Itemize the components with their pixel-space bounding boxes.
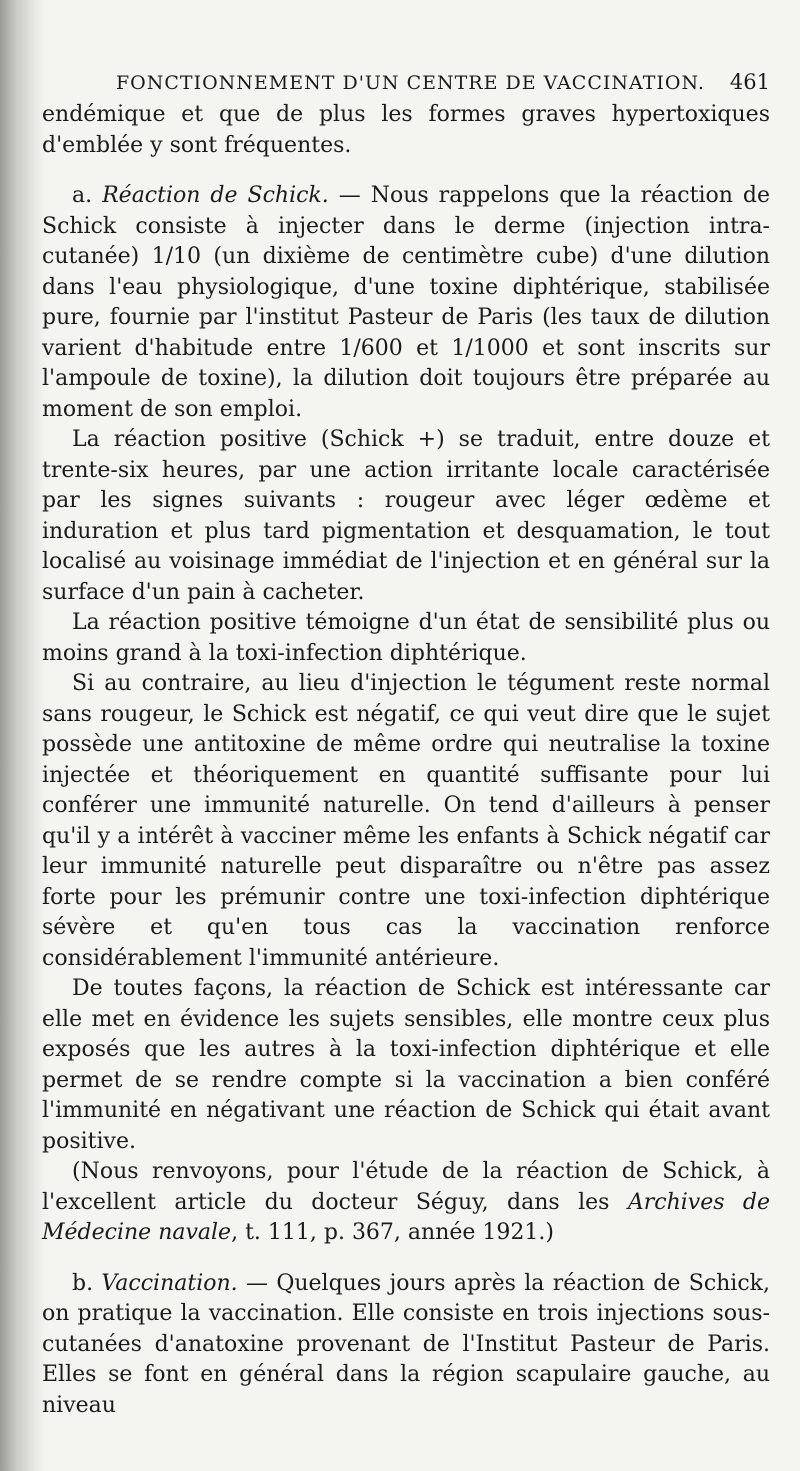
book-page <box>42 70 770 1421</box>
running-title: FONCTIONNEMENT D'UN CENTRE DE VACCINATION. <box>116 72 705 94</box>
journal-title: Archives de Médecine navale <box>42 1189 771 1245</box>
body-text <box>42 100 770 1421</box>
section-label-b: b. <box>72 1270 102 1296</box>
paragraph-vaccination-text: — Quelques jours après la réaction de Schick, on pratique la vaccination. Elle consiste en trois injections sous-cutanées d'anatoxine provenant de l'Institut Pasteur de Paris. Elles se font en général dans la région scapulaire gauche, au niveau <box>42 1270 770 1418</box>
paragraph-positive-reaction: La réaction positive (Schick +) se traduit, entre douze et trente-six heures, par une action irritante locale caractérisée par les signes suivants : rougeur avec léger œdème et induration et plus tard pigmentation et desquamation, le tout localisé au voisinage immédiat de l'injection et en général sur la surface d'un pain à cacheter. <box>42 427 770 605</box>
page-number: 461 <box>729 70 770 94</box>
paragraph-vaccination <box>42 1269 770 1422</box>
paragraph-negative-reaction: Si au contraire, au lieu d'injection le tégument reste normal sans rougeur, le Schick est négatif, ce qui veut dire que le sujet possède une antitoxine de même ordre qui neutralise la toxine injectée et théoriquement en quantité suffisante pour lui conférer une immunité naturelle. On tend d'ailleurs à penser qu'il y a intérêt à vacciner même les enfants à Schick négatif car leur immunité naturelle peut disparaître ou n'être pas assez forte pour les prémunir contre une toxi-infection diphtérique sévère et qu'en tous cas la vaccination renforce considérablement l'immunité antérieure. <box>42 671 770 971</box>
paragraph-1: endémique et que de plus les formes graves hypertoxiques d'emblée y sont fréquentes. <box>42 102 770 158</box>
scan-page-edge <box>0 0 46 1471</box>
section-heading-vaccination: Vaccination. <box>101 1270 238 1296</box>
paragraph-schick-text: — Nous rappelons que la réaction de Schick consiste à injecter dans le derme (injection intra-cutanée) 1/10 (un dixième de centimètre cube) d'une dilution dans l'eau physiologique, d'une toxine diphtérique, stabilisée pure, fournie par l'institut Pasteur de Paris (les taux de dilution varient d'habitude entre 1/600 et 1/1000 et sont inscrits sur l'ampoule de toxine), la dilution doit toujours être préparée au moment de son emploi. <box>42 183 770 422</box>
paragraph-schick-intro <box>42 181 770 425</box>
paragraph-reference <box>42 1157 770 1249</box>
section-heading-schick: Réaction de Schick. <box>102 183 329 208</box>
paragraph-interest: De toutes façons, la réaction de Schick est intéressante car elle met en évidence les sujets sensibles, elle montre ceux plus exposés que les autres à la toxi-infection diphtérique et elle permet de se rendre compte si la vaccination a bien conféré l'immunité en négativant une réaction de Schick qui était avant positive. <box>42 976 770 1154</box>
running-header <box>116 70 770 94</box>
reference-text-a: (Nous renvoyons, pour l'étude de la réaction de Schick, à l'excellent article du docteur Séguy, dans les <box>42 1159 770 1215</box>
section-label-a: a. <box>72 183 103 208</box>
reference-text-b: , t. 111, p. 367, année 1921.) <box>231 1220 554 1245</box>
paragraph-sensitivity: La réaction positive témoigne d'un état de sensibilité plus ou moins grand à la toxi-infection diphtérique. <box>42 610 770 666</box>
